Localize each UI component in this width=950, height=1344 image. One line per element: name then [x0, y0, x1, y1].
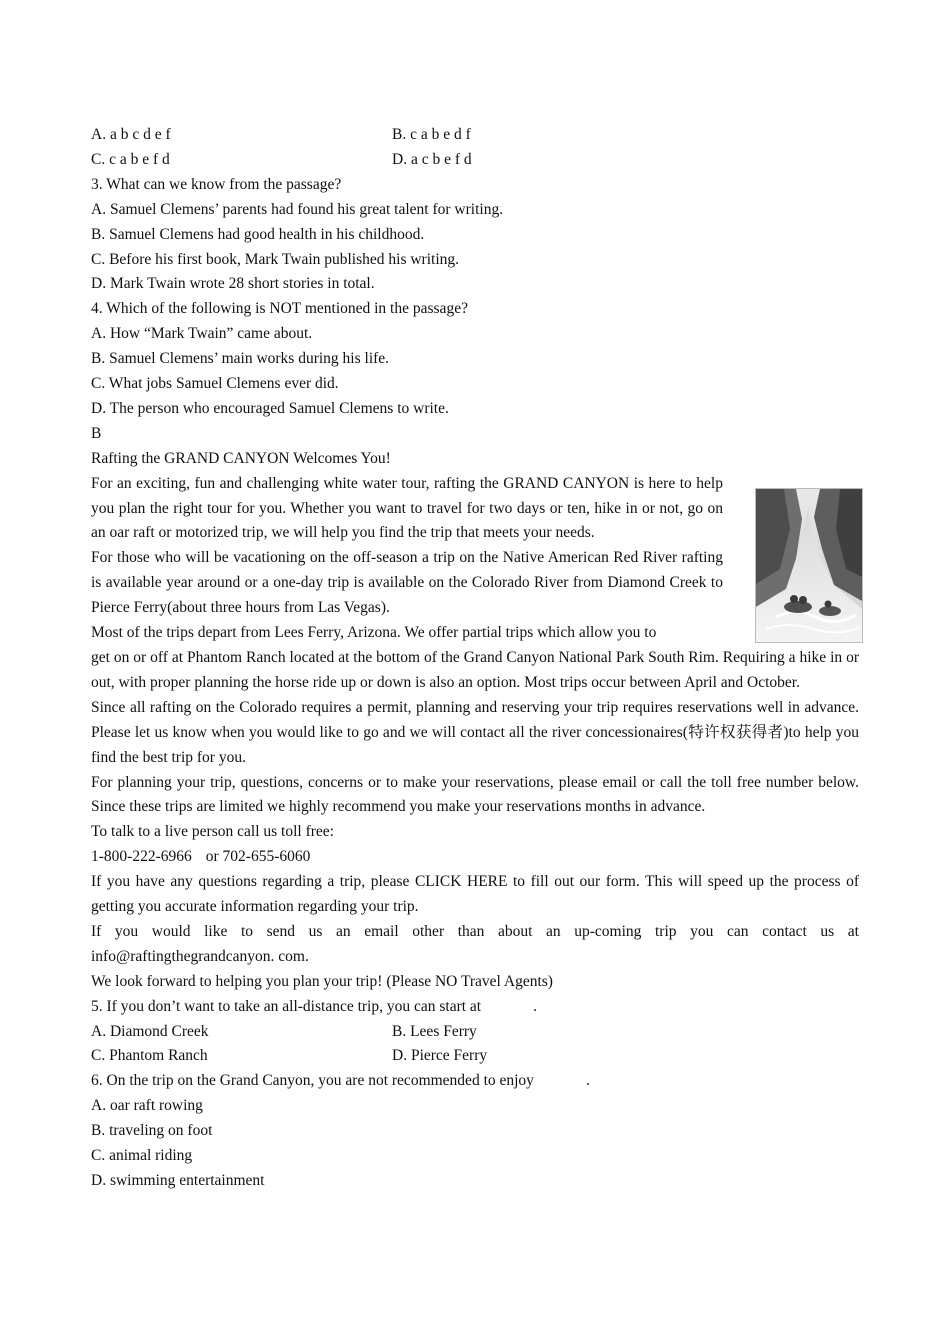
q6-option-a: A. oar raft rowing — [91, 1097, 203, 1115]
paragraph-2: For those who will be vacationing on the off-season a trip on the Native American Red River rafting is available year around or a one-day trip is available on the Colorado River from Diamond Creek to Pierce Ferry(about three hours from Las Vegas). — [91, 549, 723, 617]
q6-option-b: B. traveling on foot — [91, 1122, 213, 1140]
phone-toll-free: 1-800-222-6966 — [91, 848, 192, 866]
rafting-in-canyon-image — [756, 489, 862, 642]
q4-question: 4. Which of the following is NOT mentioned in the passage? — [91, 300, 468, 318]
paragraph-1: For an exciting, fun and challenging white water tour, rafting the GRAND CANYON is here to help you plan the right tour for you. Whether you want to travel for two days or ten, hike in or not, go on an oar raft or motorized trip, we will help you find the trip that meets your needs. — [91, 474, 723, 542]
paragraph-9: We look forward to helping you plan your trip! (Please NO Travel Agents) — [91, 972, 553, 990]
q2-option-b: B. c a b e d f — [392, 126, 471, 143]
q6-end: . — [585, 1072, 590, 1090]
q4-option-c: C. What jobs Samuel Clemens ever did. — [91, 375, 339, 393]
q2-option-c: C. c a b e f d — [91, 150, 170, 168]
q5-option-b: B. Lees Ferry — [392, 1022, 477, 1040]
q5-option-a: A. Diamond Creek — [91, 1022, 209, 1040]
document-body — [91, 123, 859, 1194]
paragraph-3: get on or off at Phantom Ranch located at the bottom of the Grand Canyon National Park South Rim. Requiring a hike in or out, with proper planning the horse ride up or down is also an option. Most trips occur between April and October. — [91, 649, 859, 691]
paragraph-6: To talk to a live person call us toll free: — [91, 823, 334, 841]
q3-option-c: C. Before his first book, Mark Twain published his writing. — [91, 250, 460, 268]
q3-option-d: D. Mark Twain wrote 28 short stories in total. — [91, 275, 375, 293]
q5-question: 5. If you don’t want to take an all-distance trip, you can start at — [91, 997, 482, 1015]
paragraph-4: Since all rafting on the Colorado requires a permit, planning and reserving your trip requires reservations well in advance. Please let us know when you would like to go and we will contact all the river concessionaires(特许权获得者)to help you find the best trip for you. — [91, 698, 859, 766]
q2-options-row-1 — [91, 123, 859, 148]
section-label: B — [91, 424, 102, 442]
passage-title: Rafting the GRAND CANYON Welcomes You! — [91, 449, 391, 467]
q3-option-a: A. Samuel Clemens’ parents had found his great talent for writing. — [91, 200, 504, 218]
paragraph-7: If you have any questions regarding a trip, please CLICK HERE to fill out our form. This will speed up the process of getting you accurate information regarding your trip. — [91, 873, 859, 916]
q5-option-c: C. Phantom Ranch — [91, 1047, 208, 1065]
q5-options-row-1 — [91, 1020, 859, 1045]
phone-local: or 702-655-6060 — [205, 848, 311, 866]
q6-question: 6. On the trip on the Grand Canyon, you are not recommended to enjoy — [91, 1072, 534, 1090]
q5-options-row-2 — [91, 1044, 859, 1069]
q2-option-a: A. a b c d e f — [91, 126, 171, 143]
q5-question-line — [91, 995, 859, 1020]
q2-options-row-2 — [91, 148, 859, 173]
phone-line — [91, 845, 859, 870]
q6-question-line — [91, 1069, 859, 1094]
q4-option-b: B. Samuel Clemens’ main works during his life. — [91, 350, 390, 368]
q3-option-b: B. Samuel Clemens had good health in his childhood. — [91, 225, 425, 243]
paragraph-3-first-line: Most of the trips depart from Lees Ferry, Arizona. We offer partial trips which allow you to — [91, 624, 657, 642]
rafting-photo — [755, 488, 863, 643]
q6-option-d: D. swimming entertainment — [91, 1172, 265, 1189]
paragraph-5: For planning your trip, questions, concerns or to make your reservations, please email or call the toll free number below. Since these trips are limited we highly recommend you make your reservations months in advance. — [91, 773, 859, 816]
paragraph-8: If you would like to send us an email other than about an up-coming trip you can contact us at info@raftingthegrandcanyon. com. — [91, 922, 859, 965]
q5-option-d: D. Pierce Ferry — [392, 1047, 488, 1065]
q4-option-a: A. How “Mark Twain” came about. — [91, 325, 313, 343]
q3-question: 3. What can we know from the passage? — [91, 175, 342, 193]
q5-end: . — [533, 997, 537, 1015]
q2-option-d: D. a c b e f d — [392, 150, 472, 168]
q6-option-c: C. animal riding — [91, 1147, 193, 1165]
q4-option-d: D. The person who encouraged Samuel Clemens to write. — [91, 399, 449, 417]
